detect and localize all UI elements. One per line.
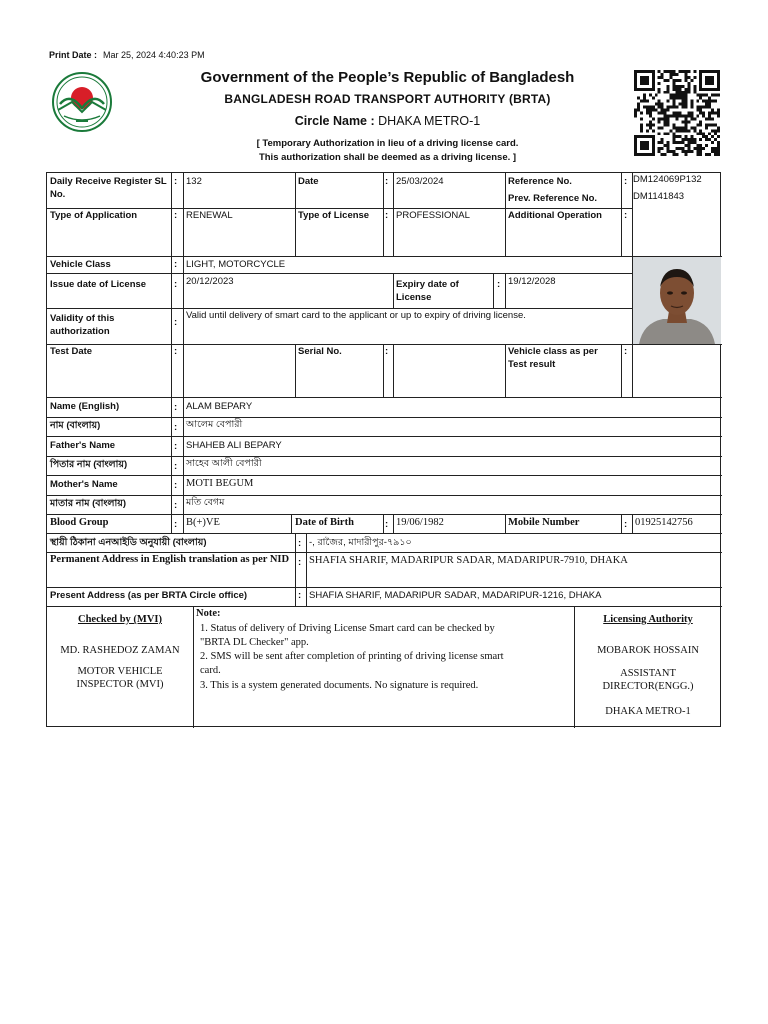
mobile-value: 01925142756 — [635, 517, 693, 528]
circle-label: Circle Name : — [294, 114, 375, 128]
colon: : — [624, 176, 628, 187]
print-date-label: Print Date : — [49, 50, 98, 60]
print-date — [49, 50, 205, 60]
license-type-label: Type of License — [298, 210, 370, 221]
authority-role-2: DIRECTOR(ENGG.) — [602, 681, 694, 692]
temp-line-1: [ Temporary Authorization in lieu of a driving license card. — [256, 138, 519, 149]
present-label: Present Address (as per BRTA Circle office) — [50, 590, 248, 601]
note-3: 3. This is a system generated documents. No signature is required. — [200, 680, 479, 691]
colon: : — [624, 519, 628, 530]
vehicle-class-label: Vehicle Class — [50, 259, 111, 270]
application-type-label: Type of Application — [50, 210, 138, 221]
brta-logo-icon — [50, 72, 114, 132]
colon: : — [497, 279, 501, 290]
mother-label: Mother's Name — [50, 479, 118, 490]
validity-label: Validity of this authorization — [50, 313, 115, 337]
prev-reference-value: DM1141843 — [633, 191, 685, 202]
test-date-label: Test Date — [50, 346, 93, 357]
colon: : — [298, 590, 302, 601]
perm-bn-value: -, রাজৈর, মাদারীপুর-৭৯১০ — [309, 537, 412, 548]
colon: : — [174, 461, 178, 472]
note-1a: 1. Status of delivery of Driving License Smart card can be checked by — [200, 623, 495, 634]
colon: : — [298, 538, 302, 549]
dob-label: Date of Birth — [295, 517, 354, 528]
name-en-label: Name (English) — [50, 401, 120, 412]
colon: : — [624, 210, 628, 221]
present-value: SHAFIA SHARIF, MADARIPUR SADAR, MADARIPUR-1216, DHAKA — [309, 590, 602, 601]
additional-operation-label: Additional Operation — [508, 210, 602, 221]
mobile-label: Mobile Number — [508, 517, 580, 528]
perm-en-value: SHAFIA SHARIF, MADARIPUR SADAR, MADARIPUR-7910, DHAKA — [309, 555, 628, 566]
authority-role-1: ASSISTANT — [620, 668, 676, 679]
note-1b: "BRTA DL Checker" app. — [200, 637, 309, 648]
perm-en-label: Permanent Address in English translation as per NID — [50, 554, 290, 565]
colon: : — [174, 279, 178, 290]
prev-reference-label: Prev. Reference No. — [508, 193, 598, 204]
mother-bn-label: মাতার নাম (বাংলায়) — [50, 498, 127, 509]
license-type-value: PROFESSIONAL — [396, 210, 470, 221]
dob-value: 19/06/1982 — [396, 517, 444, 528]
colon: : — [298, 557, 302, 568]
test-class-label: Vehicle class as per Test result — [508, 346, 598, 370]
issue-date-label: Issue date of License — [50, 279, 147, 290]
colon: : — [174, 210, 178, 221]
blood-value: B(+)VE — [186, 517, 220, 528]
checked-by-role-2: INSPECTOR (MVI) — [76, 679, 164, 690]
note-2a: 2. SMS will be sent after completion of printing of driving license smart — [200, 651, 504, 662]
father-value: SHAHEB ALI BEPARY — [186, 440, 282, 451]
authority-name: MOBAROK HOSSAIN — [597, 645, 699, 656]
colon: : — [624, 346, 628, 357]
expiry-date-label: Expiry date of License — [396, 279, 459, 303]
circle-name — [160, 114, 615, 128]
colon: : — [174, 441, 178, 452]
colon: : — [385, 210, 389, 221]
colon: : — [174, 317, 178, 328]
father-bn-value: সাহেব আলী বেপারী — [186, 458, 262, 469]
colon: : — [174, 422, 178, 433]
serial-label: Serial No. — [298, 346, 342, 357]
colon: : — [385, 346, 389, 357]
daily-register-value: 132 — [186, 176, 202, 187]
father-label: Father's Name — [50, 440, 116, 451]
colon: : — [385, 176, 389, 187]
authorization-form — [46, 172, 721, 727]
application-type-value: RENEWAL — [186, 210, 233, 221]
licensing-authority-title: Licensing Authority — [603, 614, 693, 625]
colon: : — [174, 346, 178, 357]
checked-by-title: Checked by (MVI) — [78, 614, 162, 625]
applicant-photo — [633, 257, 721, 344]
name-bn-value: আলেম বেপারী — [186, 419, 243, 430]
colon: : — [174, 176, 178, 187]
expiry-date-value: 19/12/2028 — [508, 276, 556, 287]
checked-by-role-1: MOTOR VEHICLE — [77, 666, 163, 677]
validity-value: Valid until delivery of smart card to the applicant or up to expiry of driving license. — [186, 310, 526, 321]
daily-register-label: Daily Receive Register SL No. — [50, 176, 167, 200]
reference-label: Reference No. — [508, 176, 572, 187]
father-bn-label: পিতার নাম (বাংলায়) — [50, 459, 128, 470]
colon: : — [385, 519, 389, 530]
colon: : — [174, 480, 178, 491]
colon: : — [174, 402, 178, 413]
qr-code-icon — [632, 70, 722, 156]
checked-by-name: MD. RASHEDOZ ZAMAN — [60, 645, 180, 656]
mother-bn-value: মতি বেগম — [186, 497, 225, 508]
authority-title: BANGLADESH ROAD TRANSPORT AUTHORITY (BRTA) — [224, 92, 551, 106]
colon: : — [174, 500, 178, 511]
document-header — [160, 68, 615, 164]
print-date-value: Mar 25, 2024 4:40:23 PM — [103, 50, 205, 60]
name-bn-label: নাম (বাংলায়) — [50, 420, 101, 431]
reference-value: DM124069P132 — [633, 174, 702, 185]
note-title: Note: — [196, 608, 221, 619]
colon: : — [174, 259, 178, 270]
colon: : — [174, 519, 178, 530]
vehicle-class-value: LIGHT, MOTORCYCLE — [186, 259, 286, 270]
temp-line-2: This authorization shall be deemed as a driving license. ] — [258, 151, 517, 163]
date-value: 25/03/2024 — [396, 176, 444, 187]
perm-bn-label: স্থায়ী ঠিকানা এনআইডি অনুযায়ী (বাংলায়) — [50, 537, 207, 548]
government-title: Government of the People’s Republic of Bangladesh — [200, 69, 575, 86]
blood-label: Blood Group — [50, 517, 109, 528]
note-2b: card. — [200, 665, 221, 676]
name-en-value: ALAM BEPARY — [186, 401, 253, 412]
issue-date-value: 20/12/2023 — [186, 276, 234, 287]
authority-office: DHAKA METRO-1 — [605, 706, 691, 717]
mother-value: MOTI BEGUM — [186, 478, 254, 489]
date-label: Date — [298, 176, 319, 187]
circle-value: DHAKA METRO-1 — [378, 114, 481, 128]
temporary-authorization-note — [160, 137, 615, 164]
